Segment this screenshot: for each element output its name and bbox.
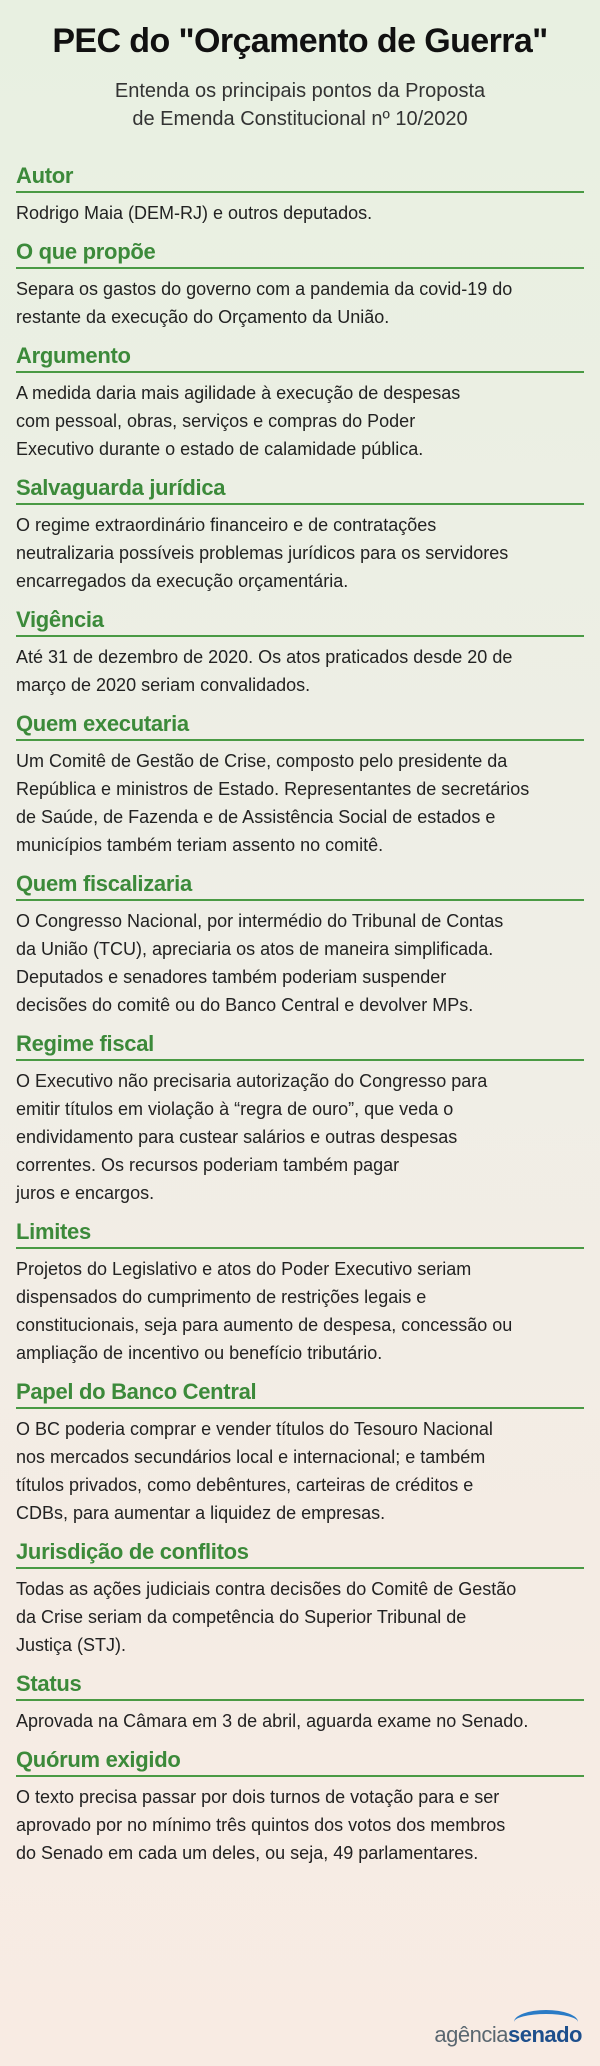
logo-text-senado-label: senado xyxy=(507,2022,582,2047)
logo-arc-icon xyxy=(514,2010,578,2034)
section-heading: Quem executaria xyxy=(16,711,584,741)
section-text: Todas as ações judiciais contra decisões do Comitê de Gestão da Crise seriam da competência do Superior Tribunal de Justiça (STJ). xyxy=(16,1579,517,1655)
section-text: Projetos do Legislativo e atos do Poder Executivo seriam dispensados do cumprimento de restrições legais e constitucionais, seja para aumento de despesa, concessão ou ampliação de incentivo ou benefício tributário. xyxy=(16,1259,513,1363)
section-heading: Regime fiscal xyxy=(16,1031,584,1061)
section-text: Até 31 de dezembro de 2020. Os atos praticados desde 20 de março de 2020 seriam convalidados. xyxy=(16,647,513,695)
section-text: O BC poderia comprar e vender títulos do Tesouro Nacional nos mercados secundários local e internacional; e também títulos privados, como debêntures, carteiras de créditos e CDBs, para aumentar a liquidez de empresas. xyxy=(16,1419,493,1523)
page-subtitle xyxy=(16,77,584,133)
section-salvaguarda-juridica xyxy=(16,475,584,595)
section-heading: Status xyxy=(16,1671,584,1701)
section-text: Um Comitê de Gestão de Crise, composto pelo presidente da República e ministros de Estado. Representantes de secretários de Saúde, de Fazenda e de Assistência Social de estados e municípios também teriam assento no comitê. xyxy=(16,751,530,855)
section-text: O Executivo não precisaria autorização do Congresso para emitir títulos em violação à “regra de ouro”, que veda o endividamento para custear salários e outras despesas correntes. Os recursos poderiam também pagar juros e encargos. xyxy=(16,1071,488,1203)
section-text: O texto precisa passar por dois turnos de votação para e ser aprovado por no mínimo três quintos dos votos dos membros do Senado em cada um deles, ou seja, 49 parlamentares. xyxy=(16,1787,506,1863)
section-heading: Quem fiscalizaria xyxy=(16,871,584,901)
section-status xyxy=(16,1671,584,1735)
section-text: O Congresso Nacional, por intermédio do Tribunal de Contas da União (TCU), apreciaria os atos de maneira simplificada. Deputados e senadores também poderiam suspender decisões do comitê ou do Banco Central e devolver MPs. xyxy=(16,911,504,1015)
section-heading: Argumento xyxy=(16,343,584,373)
section-quorum-exigido xyxy=(16,1747,584,1867)
section-text: Rodrigo Maia (DEM-RJ) e outros deputados. xyxy=(16,203,373,223)
section-heading: Vigência xyxy=(16,607,584,637)
agencia-senado-logo xyxy=(434,2022,582,2048)
logo-text-senado xyxy=(508,2022,582,2048)
section-o-que-propoe xyxy=(16,239,584,331)
section-heading: Quórum exigido xyxy=(16,1747,584,1777)
section-heading: Limites xyxy=(16,1219,584,1249)
section-text: A medida daria mais agilidade à execução de despesas com pessoal, obras, serviços e compras do Poder Executivo durante o estado de calamidade pública. xyxy=(16,383,461,459)
section-autor xyxy=(16,163,584,227)
section-quem-executaria xyxy=(16,711,584,859)
section-heading: Autor xyxy=(16,163,584,193)
section-jurisdicao-conflitos xyxy=(16,1539,584,1659)
subtitle-line-2: de Emenda Constitucional nº 10/2020 xyxy=(132,108,468,130)
section-regime-fiscal xyxy=(16,1031,584,1207)
section-text: O regime extraordinário financeiro e de contratações neutralizaria possíveis problemas jurídicos para os servidores encarregados da execução orçamentária. xyxy=(16,515,509,591)
section-limites xyxy=(16,1219,584,1367)
subtitle-line-1: Entenda os principais pontos da Proposta xyxy=(114,80,486,102)
section-vigencia xyxy=(16,607,584,699)
section-heading: O que propõe xyxy=(16,239,584,269)
section-heading: Salvaguarda jurídica xyxy=(16,475,584,505)
section-papel-banco-central xyxy=(16,1379,584,1527)
section-text: Aprovada na Câmara em 3 de abril, aguarda exame no Senado. xyxy=(16,1711,529,1731)
section-quem-fiscalizaria xyxy=(16,871,584,1019)
section-argumento xyxy=(16,343,584,463)
section-heading: Papel do Banco Central xyxy=(16,1379,584,1409)
section-heading: Jurisdição de conflitos xyxy=(16,1539,584,1569)
logo-text-agencia: agência xyxy=(434,2022,508,2047)
page-title: PEC do "Orçamento de Guerra" xyxy=(52,22,548,60)
section-text: Separa os gastos do governo com a pandemia da covid-19 do restante da execução do Orçamento da União. xyxy=(16,279,513,327)
